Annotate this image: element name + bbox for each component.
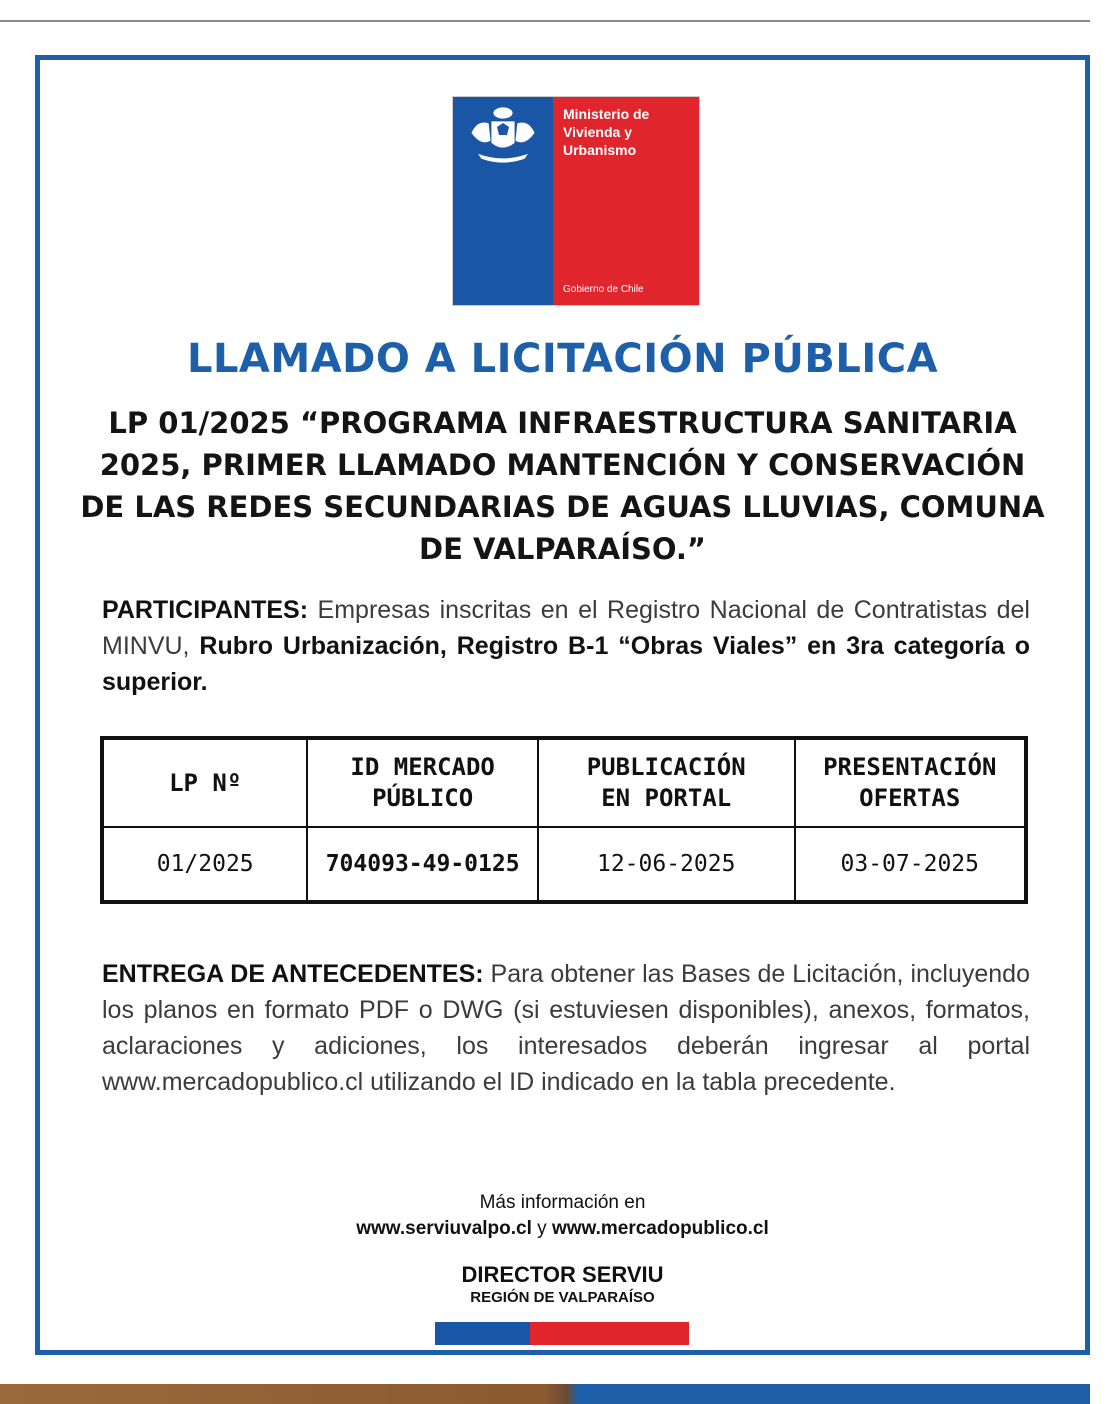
more-info-links: [40, 1216, 1085, 1242]
bottom-band: [0, 1384, 1090, 1404]
delivery-paragraph: [102, 956, 1030, 1100]
participants-text: Empresas inscritas en el Registro Nacional de Contratistas del MINVU,: [102, 596, 1030, 660]
region-label: REGIÓN DE VALPARAÍSO: [470, 1289, 655, 1306]
table-header-id: ID MERCADO PÚBLICO: [307, 738, 538, 827]
page-title: LLAMADO A LICITACIÓN PÚBLICA: [186, 336, 939, 382]
top-divider: [0, 20, 1090, 22]
serviu-link[interactable]: www.serviuvalpo.cl: [356, 1218, 532, 1239]
table-cell-offers: 03-07-2025: [795, 827, 1026, 902]
table-cell-id: 704093-49-0125: [307, 827, 538, 902]
flag-bar-red: [530, 1322, 689, 1345]
more-info-label: Más información en: [479, 1192, 646, 1213]
tender-table: [100, 736, 1028, 904]
delivery-text: Para obtener las Bases de Licitación, incluyendo los planos en formato PDF o DWG (si estuviesen disponibles), anexos, formatos, aclaraciones y adiciones, los interesados deberán ingresar al portal www.mercadopublico.cl utilizando el ID indicado en la tabla precedente.: [102, 960, 1030, 1096]
table-row: [102, 827, 1026, 902]
director-signature: DIRECTOR SERVIU: [461, 1262, 664, 1287]
logo-red-panel: [553, 97, 699, 305]
mercadopublico-link[interactable]: www.mercadopublico.cl: [551, 1218, 769, 1239]
table-cell-publication: 12-06-2025: [538, 827, 795, 902]
links-separator: y: [531, 1218, 552, 1239]
flag-bar: [435, 1322, 689, 1345]
delivery-label: ENTREGA DE ANTECEDENTES:: [102, 960, 484, 988]
government-label: Gobierno de Chile: [563, 284, 644, 295]
participants-bold-text: Rubro Urbanización, Registro B-1 “Obras Viales” en 3ra categoría o superior.: [102, 632, 1031, 696]
table-header-lp: LP Nº: [102, 738, 307, 827]
logo-blue-panel: [453, 97, 553, 305]
table-cell-lp: 01/2025: [102, 827, 307, 902]
table-header-publication: PUBLICACIÓN EN PORTAL: [538, 738, 795, 827]
notice-frame: [35, 55, 1090, 1355]
ministry-logo: [452, 96, 700, 306]
participants-paragraph: [102, 592, 1030, 700]
tender-subtitle: LP 01/2025 “PROGRAMA INFRAESTRUCTURA SANITARIA 2025, PRIMER LLAMADO MANTENCIÓN Y CONSERVACIÓN DE LAS REDES SECUNDARIAS DE AGUAS LLUVIAS, COMUNA DE VALPARAÍSO.”: [80, 406, 1045, 566]
flag-bar-blue: [435, 1322, 530, 1345]
chile-coat-of-arms-icon: [463, 103, 543, 169]
ministry-name: Ministerio de Vivienda y Urbanismo: [563, 106, 650, 158]
participants-label: PARTICIPANTES:: [102, 596, 309, 624]
table-header-row: [102, 738, 1026, 827]
table-header-offers: PRESENTACIÓN OFERTAS: [795, 738, 1026, 827]
